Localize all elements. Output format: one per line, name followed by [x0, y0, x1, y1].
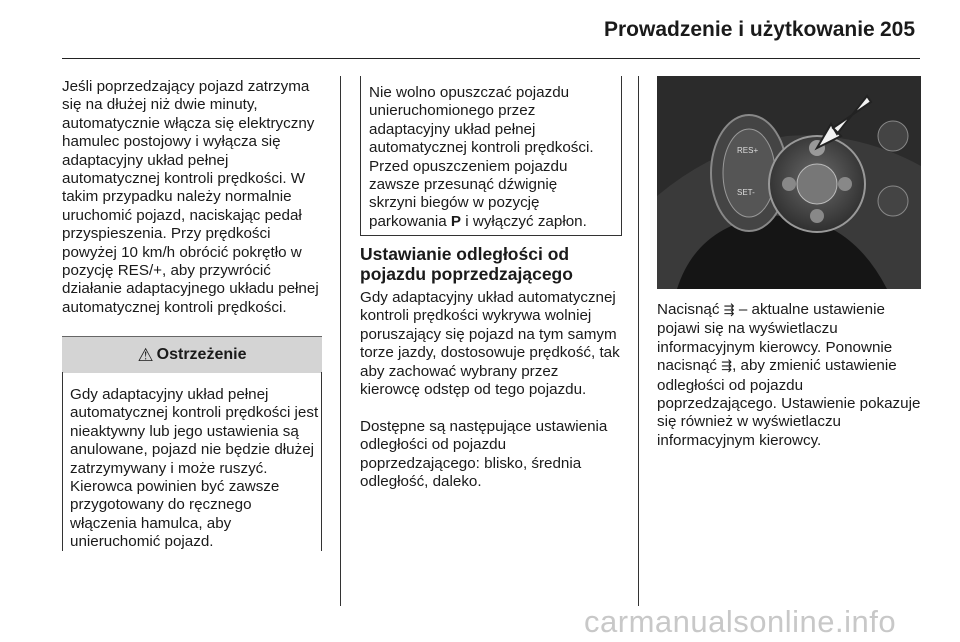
notice-line: automatycznej kontroli prędkości.	[369, 139, 594, 157]
notice-right-border	[621, 76, 622, 236]
notice-gear-p: P	[450, 212, 462, 230]
distance-setting-icon: ⇶	[721, 359, 733, 375]
warning-text: Gdy adaptacyjny układ pełnej automatycznej kontroli prędkości jest nieaktywny lub jego ustawienia są anulowane, pojazd nie będzie dłużej zatrzymywany i może ruszyć. Kierowca powinien być zawsze przygotowany do ręcznego włączenia hamulca, aby unieruchomić pojazd.	[70, 386, 319, 551]
distance-setting-icon: ⇶	[723, 303, 735, 318]
notice-line: zawsze przesunąć dźwignię	[369, 176, 558, 194]
column-divider-left	[340, 76, 341, 606]
column1-paragraph: Jeśli poprzedzający pojazd zatrzyma się na dłużej niż dwie minuty, automatycznie włącza się elektryczny hamulec postojowy i wyłącza się adaptacyjny układ pełnej automatycznej kontroli prędkości. W takim przypadku należy normalnie uruchomić pojazd, naciskając pedał przyspieszenia. Przy prędkości powyżej 10 km/h obrócić pokrętło w pozycję RES/+, aby przywrócić działanie adaptacyjnego układu pełnej automatycznej kontroli prędkości.	[62, 78, 319, 316]
column2-paragraph-2: Dostępne są następujące ustawienia odległości od pojazdu poprzedzającego: blisko, średnia odległość, daleko.	[360, 418, 608, 491]
set-label: SET-	[737, 188, 755, 197]
notice-bottom-border	[360, 235, 622, 236]
notice-line-last	[369, 213, 619, 231]
page-title: Prowadzenie i użytkowanie	[604, 18, 875, 41]
header-divider	[62, 58, 920, 59]
column3-text-part2: – aktualne ustawienie pojawi się na wyświetlaczu informacyjnym kierowcy. Ponownie nacisnąć	[657, 301, 893, 375]
section-heading: Ustawianie odległości od pojazdu poprzedzającego	[360, 244, 573, 284]
warning-right-border	[321, 372, 322, 551]
notice-box	[360, 76, 622, 236]
warning-title: Ostrzeżenie	[156, 346, 247, 363]
column3-text-part1: Nacisnąć	[657, 301, 720, 318]
notice-line: Nie wolno opuszczać pojazdu	[369, 84, 570, 101]
notice-left-border	[360, 76, 361, 236]
watermark: carmanualsonline.info	[584, 604, 897, 639]
column-divider-right	[638, 76, 639, 606]
column3-text-part3: , aby zmienić ustawienie odległości od pojazdu poprzedzającego. Ustawienie pokazuje się również w wyświetlaczu informacyjnym kierowcy.	[657, 357, 921, 449]
notice-line: adaptacyjny układ pełnej	[369, 120, 536, 138]
warning-header	[62, 336, 322, 373]
notice-line: Przed opuszczeniem pojazdu	[369, 157, 568, 175]
notice-last-suffix: i wyłączyć zapłon.	[461, 212, 587, 230]
warning-box	[62, 336, 322, 551]
notice-text	[369, 84, 619, 231]
page-number: 205	[880, 18, 916, 41]
warning-triangle-icon: ⚠	[137, 344, 154, 365]
notice-line: skrzyni biegów w pozycję	[369, 194, 540, 212]
steering-wheel-illustration	[657, 76, 921, 289]
notice-last-prefix: parkowania	[369, 212, 451, 230]
notice-line: unieruchomionego przez	[369, 102, 536, 120]
res-label: RES+	[737, 146, 759, 155]
steering-wheel-photo	[657, 76, 921, 289]
column2-paragraph-1: Gdy adaptacyjny układ automatycznej kontroli prędkości wykrywa wolniej poruszający się pojazd na tym samym torze jazdy, dostosowuje prędkość, tak aby zachować wybrany przez kierowcę odstęp od tego pojazdu.	[360, 289, 620, 399]
column3-paragraph	[657, 301, 923, 450]
warning-left-border	[62, 372, 63, 551]
